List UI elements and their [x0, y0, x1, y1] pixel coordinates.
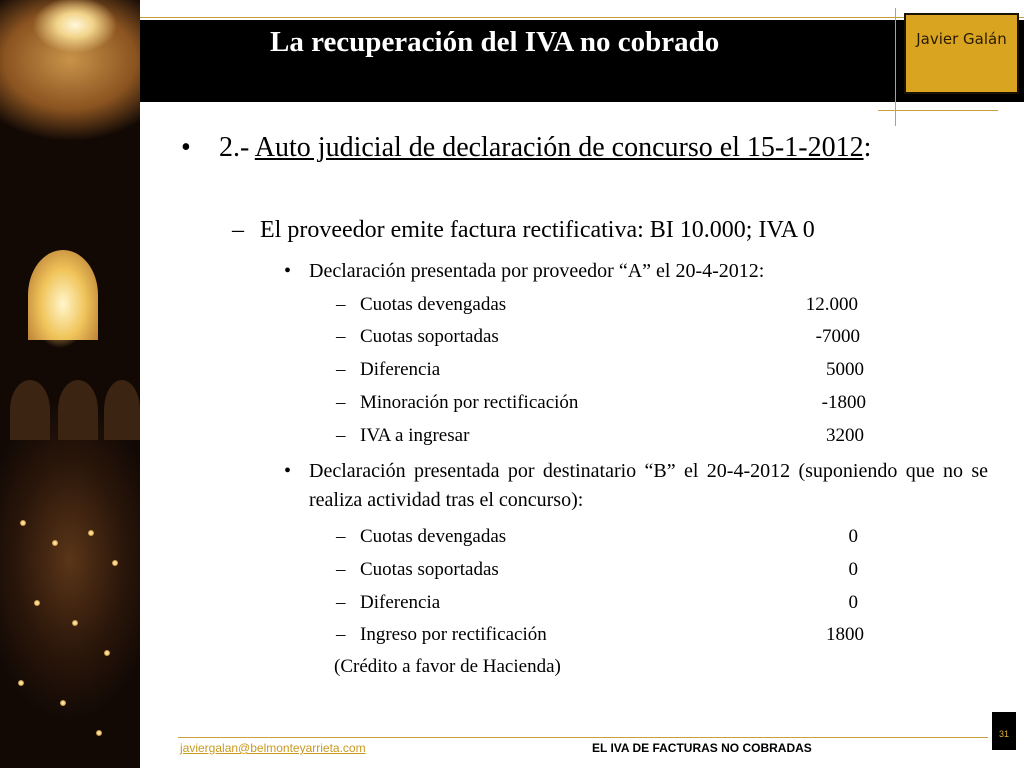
- dash-marker: –: [336, 294, 346, 315]
- row-label: Cuotas devengadas: [360, 294, 507, 315]
- slide-title: La recuperación del IVA no cobrado: [270, 26, 720, 58]
- footer-rule: [178, 737, 988, 738]
- dash-marker: –: [336, 592, 346, 613]
- declaration-b-text: Declaración presentada por destinatario “B” el 20-4-2012 (suponiendo que no se realiza actividad tras el concurso):: [309, 460, 988, 511]
- row-label: Minoración por rectificación: [360, 392, 579, 413]
- row-label: Ingreso por rectificación: [360, 624, 547, 645]
- row-label: Diferencia: [360, 592, 441, 613]
- bullet-icon: •: [181, 132, 191, 163]
- item-heading: Auto judicial de declaración de concurso el 15-1-2012: [254, 132, 864, 163]
- sub-item-text: El proveedor emite factura rectificativa: BI 10.000; IVA 0: [260, 217, 815, 243]
- item-number: 2.-: [219, 132, 250, 163]
- dash-marker: –: [336, 392, 346, 413]
- library-dome-photo: [0, 0, 140, 768]
- footer-title: EL IVA DE FACTURAS NO COBRADAS: [592, 741, 812, 755]
- row-value: 1800: [826, 624, 864, 645]
- row-value: 3200: [826, 425, 864, 446]
- row-label: Cuotas soportadas: [360, 559, 499, 580]
- declaration-a: [284, 257, 894, 286]
- row-value: 0: [848, 592, 858, 613]
- dash-marker: –: [232, 217, 244, 243]
- gold-rule-vertical: [895, 8, 896, 126]
- row-value: 0: [848, 559, 858, 580]
- row-value: 12.000: [805, 294, 858, 315]
- dash-marker: –: [336, 526, 346, 547]
- credit-note: (Crédito a favor de Hacienda): [334, 656, 561, 677]
- bullet-icon: •: [284, 460, 292, 482]
- declaration-b: [284, 457, 988, 515]
- page-number: 31: [998, 729, 1009, 739]
- email-link[interactable]: javiergalan@belmonteyarrieta.com: [180, 741, 366, 755]
- gold-rule-top: [140, 17, 1024, 18]
- row-value: -1800: [821, 392, 866, 413]
- sub-item: [232, 217, 815, 244]
- row-label: Diferencia: [360, 359, 441, 380]
- row-value: 0: [848, 526, 858, 547]
- bullet-icon: •: [284, 260, 292, 282]
- author-logo: [904, 13, 1019, 94]
- row-label: Cuotas soportadas: [360, 326, 499, 347]
- row-label: Cuotas devengadas: [360, 526, 507, 547]
- page-number-box: [992, 712, 1016, 750]
- dash-marker: –: [336, 326, 346, 347]
- main-bullet: [181, 129, 990, 166]
- dash-marker: –: [336, 359, 346, 380]
- gold-rule-under-logo: [878, 110, 998, 111]
- dash-marker: –: [336, 559, 346, 580]
- dash-marker: –: [336, 624, 346, 645]
- logo-text: Javier Galán: [916, 30, 1007, 48]
- declaration-a-text: Declaración presentada por proveedor “A” el 20-4-2012:: [309, 260, 765, 282]
- dash-marker: –: [336, 425, 346, 446]
- row-label: IVA a ingresar: [360, 425, 470, 446]
- item-colon: :: [863, 132, 872, 163]
- row-value: 5000: [826, 359, 864, 380]
- row-value: -7000: [815, 326, 860, 347]
